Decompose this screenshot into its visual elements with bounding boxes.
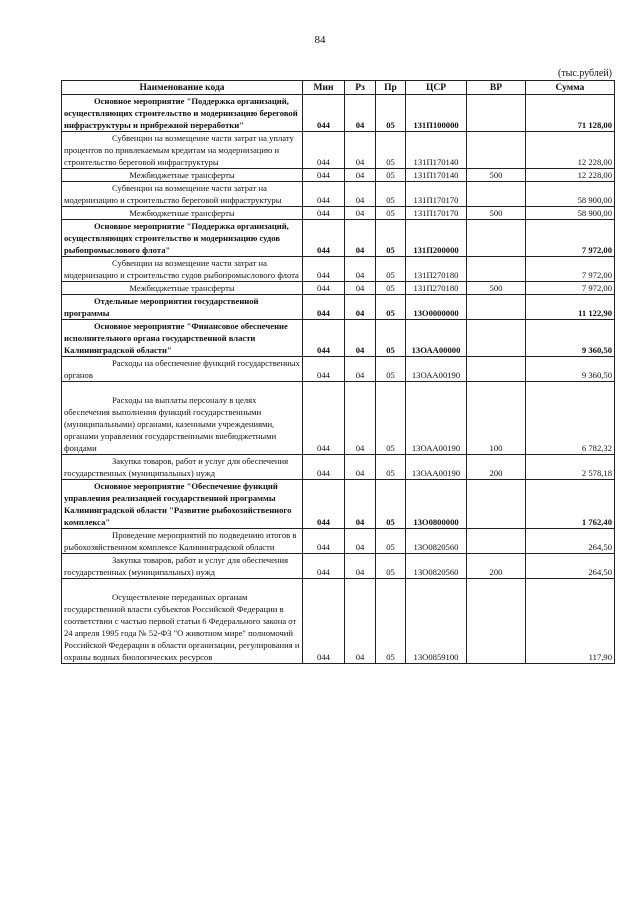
row-sum-cell: 58 900,00 — [526, 182, 615, 207]
row-pr-cell: 05 — [376, 529, 406, 554]
row-name-text: Расходы на обеспечение функций государственных органов — [64, 358, 300, 380]
row-min-cell: 044 — [303, 480, 345, 529]
row-name-text: Субвенции на возмещение части затрат на модернизацию и строительство береговой инфраструктуры — [64, 183, 282, 205]
row-csr-cell: 13ОАА00190 — [406, 357, 467, 382]
row-sum-cell: 1 762,40 — [526, 480, 615, 529]
row-min-cell: 044 — [303, 529, 345, 554]
row-name-text: Отдельные мероприятия государственной программы — [64, 296, 259, 318]
column-header-sum: Сумма — [526, 81, 615, 95]
row-csr-cell: 131П170170 — [406, 182, 467, 207]
row-pr-cell: 05 — [376, 95, 406, 132]
column-header-vr: ВР — [467, 81, 526, 95]
column-header-min: Мин — [303, 81, 345, 95]
row-csr-cell: 13ОАА00190 — [406, 382, 467, 455]
row-name-cell — [62, 169, 303, 182]
row-min-cell: 044 — [303, 282, 345, 295]
row-min-cell: 044 — [303, 95, 345, 132]
row-pr-cell: 05 — [376, 382, 406, 455]
row-pr-cell: 05 — [376, 480, 406, 529]
row-pr-cell: 05 — [376, 132, 406, 169]
row-pr-cell: 05 — [376, 169, 406, 182]
row-csr-cell: 13О0000000 — [406, 295, 467, 320]
row-csr-cell: 131П270180 — [406, 257, 467, 282]
row-csr-cell: 131П270180 — [406, 282, 467, 295]
row-sum-cell: 11 122,90 — [526, 295, 615, 320]
budget-table — [61, 80, 615, 664]
table-row — [62, 295, 615, 320]
row-rz-cell: 04 — [345, 257, 376, 282]
row-sum-cell: 12 228,00 — [526, 132, 615, 169]
row-name-cell — [62, 382, 303, 455]
table-row — [62, 579, 615, 664]
row-name-cell — [62, 295, 303, 320]
row-csr-cell: 13ОАА00190 — [406, 455, 467, 480]
table-row — [62, 357, 615, 382]
units-label: (тыс.рублей) — [557, 68, 612, 79]
row-csr-cell: 13О0800000 — [406, 480, 467, 529]
row-sum-cell: 264,50 — [526, 529, 615, 554]
table-row — [62, 169, 615, 182]
table-row — [62, 529, 615, 554]
row-rz-cell: 04 — [345, 95, 376, 132]
row-name-text: Субвенции на возмещение части затрат на модернизацию и строительство судов рыбопромыслового флота — [64, 258, 299, 280]
row-name-cell — [62, 554, 303, 579]
table-body — [62, 95, 615, 664]
row-pr-cell: 05 — [376, 182, 406, 207]
table-row — [62, 95, 615, 132]
row-pr-cell: 05 — [376, 320, 406, 357]
row-csr-cell: 13О0820560 — [406, 529, 467, 554]
row-min-cell: 044 — [303, 579, 345, 664]
row-sum-cell: 9 360,50 — [526, 357, 615, 382]
row-vr-cell — [467, 95, 526, 132]
row-name-cell — [62, 132, 303, 169]
row-name-cell — [62, 220, 303, 257]
row-min-cell: 044 — [303, 220, 345, 257]
row-name-text: Основное мероприятие "Поддержка организаций, осуществляющих строительство и модернизацию судов рыбопромыслового флота" — [64, 221, 289, 255]
row-pr-cell: 05 — [376, 554, 406, 579]
row-name-text: Межбюджетные трансферты — [129, 170, 235, 180]
row-name-text: Межбюджетные трансферты — [129, 283, 235, 293]
row-name-cell — [62, 529, 303, 554]
row-rz-cell: 04 — [345, 132, 376, 169]
row-csr-cell: 13О0820560 — [406, 554, 467, 579]
row-pr-cell: 05 — [376, 207, 406, 220]
row-name-cell — [62, 455, 303, 480]
row-csr-cell: 131П100000 — [406, 95, 467, 132]
table-row — [62, 320, 615, 357]
row-pr-cell: 05 — [376, 579, 406, 664]
row-rz-cell: 04 — [345, 282, 376, 295]
row-spacer — [64, 579, 300, 591]
row-name-text: Осуществление переданных органам государственной власти субъектов Российской Федерации в соответствии с частью первой статьи 6 Федерального закона от 24 апреля 1995 года № 52-ФЗ "О животном мире" полномочий Российской Федерации в области организации, регулирования и охраны водных биологических ресурсов — [64, 592, 300, 662]
row-min-cell: 044 — [303, 357, 345, 382]
row-rz-cell: 04 — [345, 554, 376, 579]
column-header-rz: Рз — [345, 81, 376, 95]
row-name-text: Субвенции на возмещение части затрат на уплату процентов по привлекаемым кредитам на модернизацию и строительство береговой инфраструктуры — [64, 133, 294, 167]
row-pr-cell: 05 — [376, 257, 406, 282]
row-sum-cell: 6 782,32 — [526, 382, 615, 455]
table-header-row — [62, 81, 615, 95]
row-rz-cell: 04 — [345, 480, 376, 529]
row-vr-cell — [467, 529, 526, 554]
row-vr-cell — [467, 320, 526, 357]
row-csr-cell: 13ОАА00000 — [406, 320, 467, 357]
row-name-text: Основное мероприятие "Финансовое обеспечение исполнительного органа государственной власти Калининградской области" — [64, 321, 288, 355]
row-vr-cell: 500 — [467, 207, 526, 220]
row-pr-cell: 05 — [376, 282, 406, 295]
row-spacer — [64, 382, 300, 394]
row-rz-cell: 04 — [345, 220, 376, 257]
row-rz-cell: 04 — [345, 357, 376, 382]
row-vr-cell — [467, 182, 526, 207]
table-row — [62, 182, 615, 207]
row-vr-cell — [467, 257, 526, 282]
row-min-cell: 044 — [303, 132, 345, 169]
row-name-text: Проведение мероприятий по подведению итогов в рыбохозяйственном комплексе Калининградской области — [64, 530, 297, 552]
row-vr-cell — [467, 220, 526, 257]
table-row — [62, 282, 615, 295]
row-sum-cell: 58 900,00 — [526, 207, 615, 220]
row-pr-cell: 05 — [376, 220, 406, 257]
row-min-cell: 044 — [303, 182, 345, 207]
row-rz-cell: 04 — [345, 295, 376, 320]
row-name-text: Расходы на выплаты персоналу в целях обеспечения выполнения функций государственными (муниципальными) органами, казенными учреждениями, органами управления государственными внебюджетными фондами — [64, 395, 277, 453]
row-name-text: Закупка товаров, работ и услуг для обеспечения государственных (муниципальных) нужд — [64, 456, 289, 478]
row-pr-cell: 05 — [376, 295, 406, 320]
row-rz-cell: 04 — [345, 169, 376, 182]
row-vr-cell — [467, 132, 526, 169]
row-name-text: Основное мероприятие "Обеспечение функций управления реализацией государственной программы Калининградской области "Развитие рыбохозяйственного комплекса" — [64, 481, 292, 527]
table-row — [62, 480, 615, 529]
row-csr-cell: 131П170140 — [406, 132, 467, 169]
row-vr-cell — [467, 579, 526, 664]
row-sum-cell: 9 360,50 — [526, 320, 615, 357]
page-number: 84 — [314, 34, 326, 46]
row-vr-cell — [467, 357, 526, 382]
row-sum-cell: 7 972,00 — [526, 257, 615, 282]
table-row — [62, 220, 615, 257]
column-header-csr: ЦСР — [406, 81, 467, 95]
row-sum-cell: 7 972,00 — [526, 220, 615, 257]
column-header-name: Наименование кода — [62, 81, 303, 95]
row-csr-cell: 131П170170 — [406, 207, 467, 220]
row-name-cell — [62, 579, 303, 664]
row-vr-cell — [467, 295, 526, 320]
row-vr-cell — [467, 480, 526, 529]
table-row — [62, 257, 615, 282]
row-rz-cell: 04 — [345, 207, 376, 220]
row-min-cell: 044 — [303, 207, 345, 220]
row-rz-cell: 04 — [345, 182, 376, 207]
row-min-cell: 044 — [303, 169, 345, 182]
row-name-cell — [62, 480, 303, 529]
table-row — [62, 207, 615, 220]
row-sum-cell: 117,90 — [526, 579, 615, 664]
row-vr-cell: 500 — [467, 169, 526, 182]
row-sum-cell: 2 578,18 — [526, 455, 615, 480]
row-vr-cell: 200 — [467, 455, 526, 480]
row-csr-cell: 131П170140 — [406, 169, 467, 182]
table-row — [62, 554, 615, 579]
row-rz-cell: 04 — [345, 320, 376, 357]
row-name-cell — [62, 207, 303, 220]
row-min-cell: 044 — [303, 257, 345, 282]
table-row — [62, 382, 615, 455]
row-rz-cell: 04 — [345, 382, 376, 455]
row-sum-cell: 71 128,00 — [526, 95, 615, 132]
row-csr-cell: 131П200000 — [406, 220, 467, 257]
table-row — [62, 132, 615, 169]
row-name-text: Закупка товаров, работ и услуг для обеспечения государственных (муниципальных) нужд — [64, 555, 289, 577]
row-min-cell: 044 — [303, 455, 345, 480]
row-sum-cell: 264,50 — [526, 554, 615, 579]
row-name-cell — [62, 282, 303, 295]
row-name-cell — [62, 182, 303, 207]
row-sum-cell: 12 228,00 — [526, 169, 615, 182]
row-sum-cell: 7 972,00 — [526, 282, 615, 295]
row-name-cell — [62, 320, 303, 357]
table-row — [62, 455, 615, 480]
row-vr-cell: 100 — [467, 382, 526, 455]
row-name-text: Межбюджетные трансферты — [129, 208, 235, 218]
row-name-cell — [62, 95, 303, 132]
row-rz-cell: 04 — [345, 579, 376, 664]
row-pr-cell: 05 — [376, 357, 406, 382]
row-vr-cell: 200 — [467, 554, 526, 579]
row-vr-cell: 500 — [467, 282, 526, 295]
row-min-cell: 044 — [303, 320, 345, 357]
row-name-text: Основное мероприятие "Поддержка организаций, осуществляющих строительство и модернизацию береговой инфраструктуры и прибрежной переработки" — [64, 96, 298, 130]
row-rz-cell: 04 — [345, 455, 376, 480]
row-csr-cell: 13О0859100 — [406, 579, 467, 664]
row-min-cell: 044 — [303, 382, 345, 455]
row-pr-cell: 05 — [376, 455, 406, 480]
column-header-pr: Пр — [376, 81, 406, 95]
row-name-cell — [62, 257, 303, 282]
row-min-cell: 044 — [303, 554, 345, 579]
row-rz-cell: 04 — [345, 529, 376, 554]
row-name-cell — [62, 357, 303, 382]
row-min-cell: 044 — [303, 295, 345, 320]
